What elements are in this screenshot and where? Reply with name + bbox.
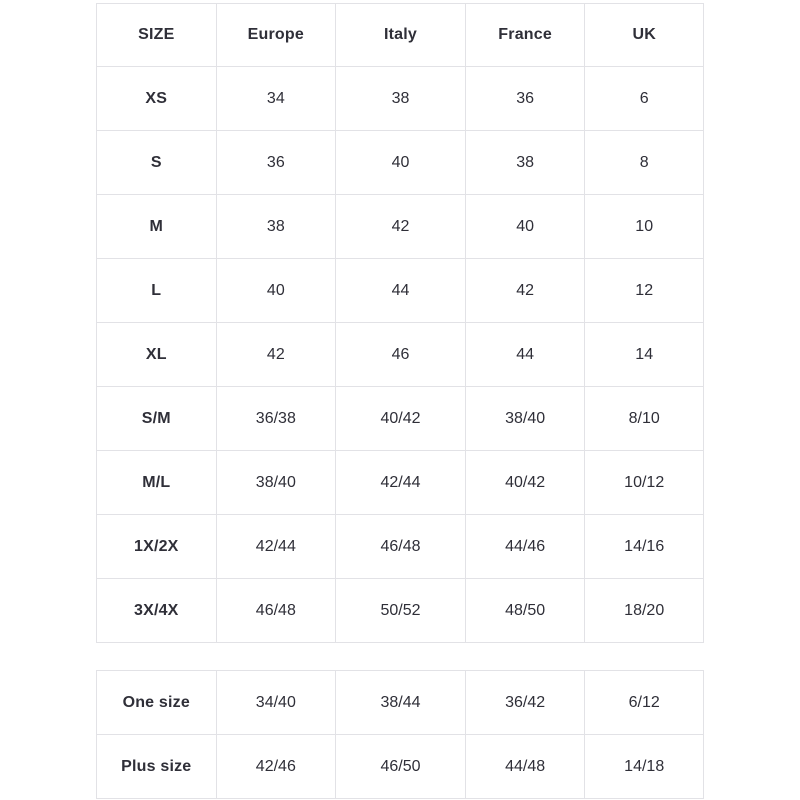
- table-body: [97, 671, 704, 799]
- row-label: S/M: [97, 387, 217, 451]
- table-cell: 46/48: [216, 579, 336, 643]
- table-row: [97, 195, 704, 259]
- column-header-italy: Italy: [336, 4, 466, 67]
- table-row: [97, 735, 704, 799]
- table-cell: 42/44: [216, 515, 336, 579]
- table-cell: 42/44: [336, 451, 466, 515]
- primary-size-table-wrapper: [96, 3, 704, 643]
- table-cell: 42: [336, 195, 466, 259]
- row-label: XS: [97, 67, 217, 131]
- table-cell: 14/16: [585, 515, 704, 579]
- table-cell: 8: [585, 131, 704, 195]
- table-cell: 44/46: [465, 515, 585, 579]
- table-cell: 40: [336, 131, 466, 195]
- row-label: 1X/2X: [97, 515, 217, 579]
- table-header: [97, 4, 704, 67]
- table-cell: 36: [216, 131, 336, 195]
- row-label: 3X/4X: [97, 579, 217, 643]
- table-cell: 38/40: [216, 451, 336, 515]
- table-cell: 44: [336, 259, 466, 323]
- table-cell: 42: [465, 259, 585, 323]
- row-label: L: [97, 259, 217, 323]
- table-cell: 40/42: [465, 451, 585, 515]
- secondary-size-table-wrapper: [96, 670, 704, 799]
- column-header-europe: Europe: [216, 4, 336, 67]
- column-header-uk: UK: [585, 4, 704, 67]
- table-cell: 34/40: [216, 671, 336, 735]
- table-cell: 8/10: [585, 387, 704, 451]
- table-row: [97, 67, 704, 131]
- table-cell: 40/42: [336, 387, 466, 451]
- table-cell: 48/50: [465, 579, 585, 643]
- row-label: M/L: [97, 451, 217, 515]
- primary-size-table: [96, 3, 704, 643]
- table-cell: 50/52: [336, 579, 466, 643]
- table-row: [97, 451, 704, 515]
- table-cell: 14/18: [585, 735, 704, 799]
- row-label: One size: [97, 671, 217, 735]
- secondary-size-table: [96, 670, 704, 799]
- table-row: [97, 515, 704, 579]
- table-row: [97, 579, 704, 643]
- table-cell: 44: [465, 323, 585, 387]
- table-cell: 38/40: [465, 387, 585, 451]
- table-cell: 6: [585, 67, 704, 131]
- table-row: [97, 387, 704, 451]
- table-cell: 40: [465, 195, 585, 259]
- header-row: [97, 4, 704, 67]
- row-label: S: [97, 131, 217, 195]
- row-label: XL: [97, 323, 217, 387]
- table-row: [97, 323, 704, 387]
- table-cell: 46/50: [336, 735, 466, 799]
- table-cell: 18/20: [585, 579, 704, 643]
- table-cell: 46: [336, 323, 466, 387]
- table-cell: 36/42: [465, 671, 585, 735]
- table-cell: 36: [465, 67, 585, 131]
- table-row: [97, 259, 704, 323]
- table-cell: 42/46: [216, 735, 336, 799]
- table-cell: 46/48: [336, 515, 466, 579]
- table-row: [97, 671, 704, 735]
- table-cell: 38: [465, 131, 585, 195]
- row-label: Plus size: [97, 735, 217, 799]
- table-cell: 38: [216, 195, 336, 259]
- table-cell: 38/44: [336, 671, 466, 735]
- column-header-france: France: [465, 4, 585, 67]
- table-cell: 6/12: [585, 671, 704, 735]
- table-cell: 10/12: [585, 451, 704, 515]
- table-cell: 12: [585, 259, 704, 323]
- table-cell: 38: [336, 67, 466, 131]
- row-label: M: [97, 195, 217, 259]
- table-cell: 40: [216, 259, 336, 323]
- table-cell: 44/48: [465, 735, 585, 799]
- table-cell: 42: [216, 323, 336, 387]
- table-cell: 36/38: [216, 387, 336, 451]
- column-header-size: SIZE: [97, 4, 217, 67]
- table-cell: 14: [585, 323, 704, 387]
- table-cell: 34: [216, 67, 336, 131]
- table-row: [97, 131, 704, 195]
- table-body: [97, 67, 704, 643]
- table-cell: 10: [585, 195, 704, 259]
